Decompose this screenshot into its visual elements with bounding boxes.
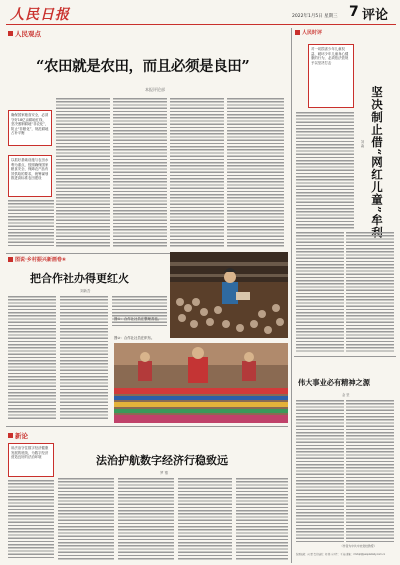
feature-byline: 刘新吾 [80, 289, 91, 293]
photo-mushroom-cooperative [170, 252, 288, 338]
tag-marker-icon [8, 257, 13, 262]
essay-byline: 金 坚 [342, 393, 350, 397]
pull-quote-1: 确保国家粮食安全，必须守好18亿亩耕地红线，坚决遏制耕地“非农化”，防止“非粮化”，规范耕地占补平衡 [11, 113, 49, 136]
pull-quote-box-1 [8, 110, 52, 146]
bottom-headline: 法治护航数字经济行稳致远 [96, 454, 228, 467]
feature-body-col-3 [112, 296, 167, 326]
footer-credits: 版面编辑：何 鼎 责任编辑：刘 娟 实习生：王 楠 邮箱：rmrbpl@peopledaily.com.cn [296, 553, 386, 556]
mushroom-photo-illustration [170, 252, 288, 338]
right-pull-quote: 对一切损害少年儿童权益、破坏少年儿童身心健康的行为，必须依法依规予以坚决打击 [311, 47, 349, 66]
article-body-col-5 [8, 200, 54, 248]
weaving-photo-illustration [114, 343, 288, 423]
masthead-rule [6, 24, 396, 25]
main-headline: “农田就是农田，而且必须是良田” [36, 58, 250, 75]
essay-body-col-2 [346, 400, 394, 542]
tag-label: 新论 [15, 432, 28, 440]
feature-body-col-2 [60, 296, 108, 421]
masthead-logo: 人民日报 [10, 7, 70, 23]
tag-xinlun [8, 431, 28, 440]
pull-quote-box-2 [8, 155, 52, 197]
photo-caption-top: 图①：合作社社员在整理香菇。 [114, 317, 162, 321]
essay-headline: 伟大事业必有精神之源 [298, 378, 370, 387]
right-body-col-1 [296, 112, 354, 230]
bottom-body-col-4 [236, 478, 288, 560]
bottom-body-col-1 [58, 478, 114, 560]
feature-body-col-1 [8, 296, 56, 421]
photo-caption-bottom: 图②：合作社社员在织布。 [114, 336, 155, 340]
tag-marker-icon [8, 31, 13, 36]
main-byline: 本报评论部 [145, 87, 165, 92]
right-body-col-3 [346, 232, 394, 352]
tag-marker-icon [295, 30, 300, 35]
bottom-body-col-2 [118, 478, 174, 560]
pull-quote-3: 用法治守住数字经济健康发展的底线，为数字经济营造良好的法治环境 [11, 446, 49, 460]
column-divider [291, 28, 292, 563]
page-number: 7 [349, 4, 359, 20]
bottom-body-col-0 [8, 480, 54, 560]
pull-quote-2: 以抓好基础设施与农田水利为重点，按照确保国家粮食安全、保障农产品有效供给的要求，统筹谋划推进高标准农田建设 [11, 158, 49, 181]
right-pull-quote-box [308, 44, 354, 108]
section-name: 评论 [362, 8, 389, 23]
tag-marker-icon [8, 433, 13, 438]
right-byline: 刘 淼 [360, 140, 364, 148]
article-body-col-1 [56, 98, 110, 248]
tag-tushuo [8, 256, 66, 263]
article-body-col-3 [170, 98, 224, 248]
masthead [0, 0, 400, 30]
bottom-byline: 罗 骞 [160, 471, 169, 475]
tag-renmin-guandian [8, 29, 41, 38]
pull-quote-box-3 [8, 443, 54, 477]
tag-label: 图说·乡村振兴新画卷⑥ [15, 257, 67, 263]
bottom-body-col-3 [178, 478, 232, 560]
tag-renmin-shiping [295, 29, 322, 36]
article-body-col-2 [113, 98, 167, 248]
right-section-divider [294, 356, 396, 357]
section-divider-2 [6, 426, 288, 427]
right-body-col-2 [296, 232, 344, 352]
tag-label: 人民观点 [15, 30, 41, 38]
right-vertical-headline: 坚决制止借“网红儿童”牟利 [370, 86, 384, 239]
essay-body-col-1 [296, 400, 344, 542]
feature-headline: 把合作社办得更红火 [30, 272, 129, 285]
tag-label: 人民时评 [302, 30, 323, 36]
article-body-col-4 [227, 98, 284, 248]
essay-author-note: （作者为中共中央党校教授） [340, 544, 377, 548]
masthead-date: 2022年1月5日 星期三 [292, 14, 338, 19]
photo-weaving-cooperative [114, 343, 288, 423]
